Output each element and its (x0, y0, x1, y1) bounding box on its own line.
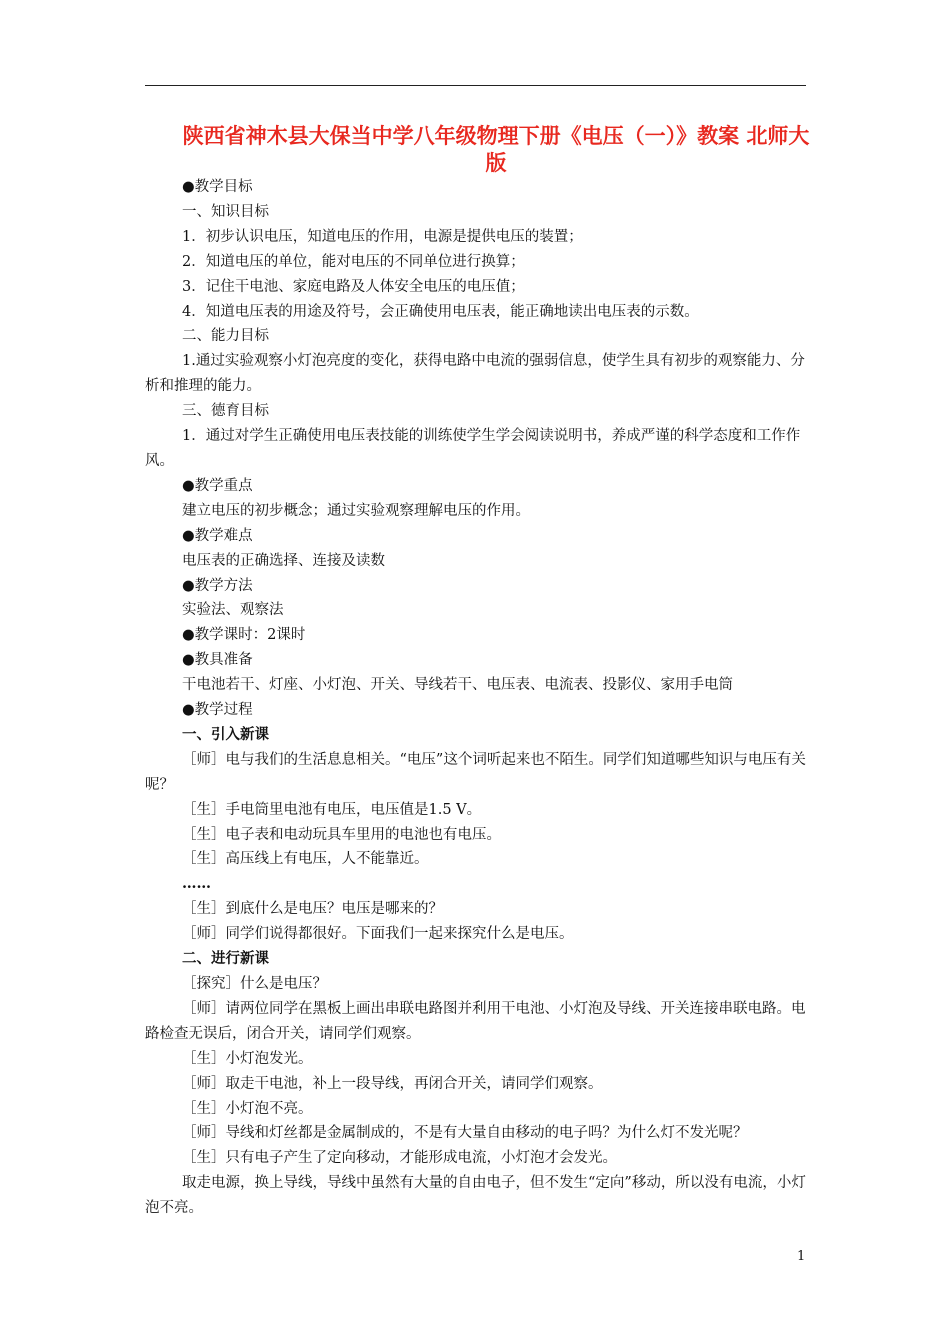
paragraph: ●教学难点 (182, 527, 253, 544)
paragraph: 1．通过对学生正确使用电压表技能的训练使学生学会阅读说明书，养成严谨的科学态度和工作作风。 (145, 428, 801, 469)
document-title: 陕西省神木县大保当中学八年级物理下册《电压（一）》教案 北师大版 (182, 123, 810, 175)
paragraph: ［师］电与我们的生活息息相关。“电压”这个词听起来也不陌生。同学们知道哪些知识与电压有关呢？ (145, 751, 806, 793)
document-body (145, 175, 810, 1221)
paragraph: 4．知道电压表的用途及符号，会正确使用电压表，能正确地读出电压表的示数。 (182, 303, 699, 320)
paragraph: ●教学课时：2课时 (182, 627, 306, 644)
header-rule (145, 85, 806, 86)
paragraph: ●教学重点 (182, 477, 253, 494)
paragraph: ［生］到底什么是电压？电压是哪来的？ (182, 901, 443, 918)
paragraph: 取走电源，换上导线，导线中虽然有大量的自由电子，但不发生“定向”移动，所以没有电流，小灯泡不亮。 (145, 1175, 806, 1217)
paragraph: 2．知道电压的单位，能对电压的不同单位进行换算； (182, 253, 525, 270)
paragraph: ［探究］什么是电压？ (182, 976, 327, 992)
paragraph: 三、德育目标 (182, 403, 269, 420)
paragraph: 3．记住干电池、家庭电路及人体安全电压的电压值； (182, 278, 525, 295)
paragraph: ［生］小灯泡不亮。 (182, 1100, 313, 1117)
paragraph: ［生］只有电子产生了定向移动，才能形成电流，小灯泡才会发光。 (182, 1150, 617, 1167)
paragraph: ［生］电子表和电动玩具车里用的电池也有电压。 (182, 826, 501, 843)
paragraph: ［师］导线和灯丝都是金属制成的，不是有大量自由移动的电子吗？为什么灯不发光呢？ (182, 1125, 748, 1142)
paragraph: 一、知识目标 (182, 203, 269, 220)
paragraph: ［师］同学们说得都很好。下面我们一起来探究什么是电压。 (182, 926, 574, 943)
paragraph: 1.通过实验观察小灯泡亮度的变化，获得电路中电流的强弱信息，使学生具有初步的观察能力、分析和推理的能力。 (145, 353, 805, 395)
paragraph: ［生］手电筒里电池有电压，电压值是1.5 V。 (182, 801, 482, 818)
paragraph: 1．初步认识电压，知道电压的作用，电源是提供电压的装置； (182, 228, 583, 245)
paragraph: 干电池若干、灯座、小灯泡、开关、导线若干、电压表、电流表、投影仪、家用手电筒 (182, 677, 733, 694)
paragraph: ●教学目标 (182, 179, 253, 195)
paragraph: ●教学方法 (182, 577, 253, 594)
paragraph: ●教学过程 (182, 702, 253, 719)
page-number: 1 (797, 1249, 806, 1264)
paragraph: 二、进行新课 (182, 950, 269, 968)
paragraph: ●教具准备 (182, 652, 253, 669)
paragraph: 实验法、观察法 (182, 602, 284, 619)
paragraph: 一、引入新课 (182, 725, 269, 743)
paragraph: ［师］请两位同学在黑板上画出串联电路图并利用干电池、小灯泡及导线、开关连接串联电路。电路检查无误后，闭合开关，请同学们观察。 (145, 1000, 806, 1042)
paragraph: 电压表的正确选择、连接及读数 (182, 552, 385, 569)
paragraph: ［师］取走干电池，补上一段导线，再闭合开关，请同学们观察。 (182, 1075, 603, 1092)
paragraph: ［生］高压线上有电压，人不能靠近。 (182, 851, 429, 868)
paragraph: 建立电压的初步概念；通过实验观察理解电压的作用。 (182, 502, 530, 519)
paragraph: 二、能力目标 (182, 328, 269, 345)
paragraph: ［生］小灯泡发光。 (182, 1050, 313, 1067)
paragraph: …… (182, 875, 211, 893)
